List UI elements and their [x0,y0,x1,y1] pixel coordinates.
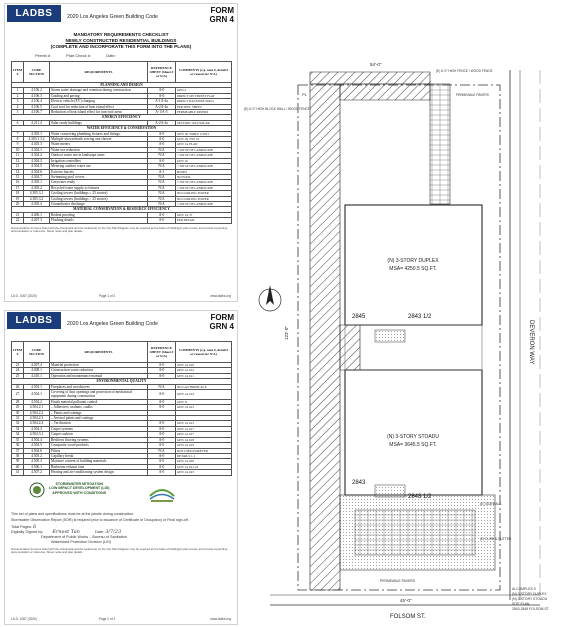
comment: PERMEABLE PAVERS [176,110,232,115]
item-number: 28 [12,399,24,404]
code-section: 4.304.2 [24,153,50,158]
footnote: Documentation for items listed with the checkmark and the location(s) on the City Plan Diagram may be required as the basis of building(s) plan review, and provide supporting documentation or reference. Sheet notes and plan details. [11,225,228,233]
mid-wall [340,325,360,370]
sor-statement: Stormwater Observation Report (SOR) is required prior to issuance of Certificate of Occupancy or Final sign-off. [11,518,189,523]
requirement: Operation and maintenance manual [50,373,148,378]
code-section: 4.211.4 [24,120,50,125]
code-section: 4.504.2.1 [24,405,50,410]
requirement: Rodent proofing [50,212,148,217]
requirement: Resilient flooring systems [50,437,148,442]
stamp-text: STORMWATER MITIGATION LOW IMPACT DEVELOPMENT (LID) APPROVED WITH CONDITIONS [49,481,110,495]
requirement: Carpet cushion [50,432,148,437]
street-name-right: DEVERON WAY [528,320,534,365]
requirement: Covering of duct openings and protection of mechanical equipment during construction [50,390,148,400]
form-number: FORM GRN 4 [209,6,234,24]
reference-sheet: N/A [148,147,176,152]
code-section: 4.106.4 [24,99,50,104]
left-wall [310,84,340,590]
item-number: 5 [12,110,24,115]
svg-text:ALCOMPLEX II: ALCOMPLEX II [512,587,536,591]
section-title: WATER EFFICIENCY & CONSERVATION [12,126,232,131]
code-section: 4.505.3 [24,459,50,464]
item-number: 17 [12,185,24,190]
code-section: 4.504.2.2 [24,410,50,415]
reference-sheet: A-2A-4a [148,104,176,109]
requirements-table [11,61,232,224]
code-section: 4.106.5 [24,104,50,109]
requirement: Cooling towers (buildings ≤ 25 stories) [50,191,148,196]
reference-sheet: A-0 [148,212,176,217]
driveway-label: PERMEABLE PAVERS [380,579,415,583]
code-section: 4.305.1 [24,180,50,185]
requirement: Water meters [50,142,148,147]
entry-pad-top [375,330,405,342]
address-2845: 2845 [352,314,366,320]
code-section: 4.304.5 [24,164,50,169]
reference-sheet: A-0 [148,437,176,442]
footnote: Documentation for items listed with the checkmark and the location(s) on the City Plan Diagram may be required as the basis of building(s) plan review, and provide supporting documentation or reference. Sheet notes and plan details. [11,546,228,555]
item-number: 10 [12,147,24,152]
code-section: 4.410.1 [24,373,50,378]
code-section: 4.106.3 [24,93,50,98]
comment: DETAILS 1-1 [176,453,232,458]
item-number: 20 [12,201,24,206]
code-section: 4.504.2 [24,399,50,404]
signed-by: Digitally Signed by: Ernest Tan Date: 3/7/23 [11,528,122,535]
fence-label-top: (E) 6'-0" HIGH FENCE / WOOD FENCE [436,69,493,73]
comment: GEN 18, TYP 19 [176,137,232,142]
reference-sheet: N/A [148,448,176,453]
code-section: 4.505.2 [24,453,50,458]
requirement: Finish material pollutant control [50,399,148,404]
code-section: 4.504.1 [24,390,50,400]
comment: NO POOL [176,174,232,179]
col-requirements: REQUIREMENTS [50,342,148,363]
requirement: Composite wood products [50,443,148,448]
duplex-label: (N) 3-STORY DUPLEX [387,258,439,264]
stoadu-building [345,370,482,495]
requirement: – Aerosol paints and coatings [50,416,148,421]
street-name-bottom: FOLSOM ST. [390,614,426,620]
code-section: 4.506.1 [24,464,50,469]
item-number: 33 [12,426,24,431]
reference-sheet: N/A [148,180,176,185]
comment: GEN 14, #19 [176,443,232,448]
item-number: 14 [12,169,24,174]
fence-label-left: (E) 6'-0" HIGH BLOCK WALL / WOOD FENCE [244,107,310,111]
item-number: 24 [12,368,24,373]
page-header [5,311,237,337]
svg-text:2843-2845 FOLSOM ST.: 2843-2845 FOLSOM ST. [512,607,550,611]
code-section: 4.304.3 [24,158,50,163]
title-block [512,587,549,611]
code-section: 4.406.1 [24,212,50,217]
requirement: Carpet systems [50,426,148,431]
reference-sheet: N/A [148,153,176,158]
requirement: Groundwater discharge [50,201,148,206]
item-number: 38 [12,453,24,458]
comment: PER SPEC SHEET [176,104,232,109]
reference-sheet: A-0 [148,432,176,437]
checklist-page-1 [4,3,238,302]
comment: SECTION 104.6 SOLAR [176,120,232,125]
requirement: Fireplaces and woodstoves [50,384,148,389]
reference-sheet: N/A [148,196,176,201]
section-title: ENERGY EFFICIENCY [12,115,232,120]
comment: GEN 14, #16 [176,363,232,368]
item-number: 35 [12,437,24,442]
comment: GEN 14, #14 [176,390,232,400]
reference-sheet: A-0 [148,459,176,464]
requirement: – Verification [50,421,148,426]
dim-left: 123'-0" [284,326,289,340]
col-code: CODE SECTION [24,62,50,83]
code-section: 4.305.2 [24,185,50,190]
reference-sheet: A-0 [148,368,176,373]
item-number: 1 [12,88,24,93]
comment: GEN 14, #17 [176,426,232,431]
section-title: PLANNING AND DESIGN [12,83,232,88]
comment: GEN 16 [176,158,232,163]
requirement: Water conserving plumbing fixtures and fittings [50,131,148,136]
comment: < 500 SF OF LANDSCAPE [176,147,232,152]
item-number: 9 [12,142,24,147]
item-number: 23 [12,363,24,368]
top-wall [310,72,430,84]
reference-sheet: A-0 [148,93,176,98]
item-number: 40 [12,464,24,469]
comment: GEN 18, TABLE 4.303.1 [176,131,232,136]
requirement: Greywater ready [50,180,148,185]
requirement: Storm water drainage and retention during construction [50,88,148,93]
code-section: 4.305.4 [24,201,50,206]
comment: GEN 14, #23 [176,470,232,475]
code-section: 4.303.1 [24,131,50,136]
code-section: 4.106.7 [24,110,50,115]
item-number: 31 [12,416,24,421]
reference-sheet: A-0 [148,443,176,448]
reference-sheet: A-1/A-5 [148,110,176,115]
comment: GEN 14, #17 [176,432,232,437]
item-number: 13 [12,164,24,169]
address-2843-half-bottom: 2843 1/2 [408,494,432,500]
comment: DIRECT ON STREET FLAT [176,93,232,98]
stamp-note: This set of plans and specifications must be at the jobsite during construction. [11,511,135,516]
pl-label: PL [302,92,307,97]
comment: NOT USED FOREVER [176,448,232,453]
item-number: 6 [12,120,24,125]
form-number: FORM GRN 4 [209,313,234,331]
duplex-area: MSA= 4250.5 SQ.FT. [389,266,437,272]
requirement: Capillary break [50,453,148,458]
code-section: 4.507.2 [24,470,50,475]
col-code: CODE SECTION [24,342,50,363]
total-pages: Total Pages: 6 [11,523,37,530]
ladbs-logo: LADBS [7,5,61,22]
code-section: 4.303.1.3.2 [24,137,50,142]
col-item: ITEM # [12,342,24,363]
item-number: 29 [12,405,24,410]
section-title: MATERIAL CONSERVATION & RESOURCE EFFICIENCY [12,207,232,212]
reference-sheet: N/A [148,164,176,169]
paver-area [355,510,475,555]
reference-sheet: A-0 [148,426,176,431]
ladbs-logo: LADBS [7,312,61,329]
reference-sheet: A-0 [148,363,176,368]
reference-sheet: A-1A-4a [148,99,176,104]
stoadu-area: MSA= 3645.5 SQ.FT. [389,442,437,448]
requirements-table [11,341,232,476]
reference-sheet: A-0 [148,137,176,142]
reference-sheet: A-0 [148,421,176,426]
permit-info [35,53,237,58]
reference-sheet: A-0 [148,373,176,378]
reference-sheet: N/A [148,191,176,196]
comment: GEN 14, #15 [176,405,232,410]
requirement: Recycled water supply to fixtures [50,185,148,190]
code-section: 4.303.3 [24,142,50,147]
col-reference: REFERENCE SHEET (Sheet # or N/A) [148,62,176,83]
site-plan-drawing [240,0,571,627]
item-number: 30 [12,410,24,415]
code-section: 4.305.3.1 [24,191,50,196]
reference-sheet: A-0 [148,399,176,404]
page-footer: LA D. 1067 (2020) Page 1 of 2 www.ladbs.org [11,294,231,298]
item-number: 7 [12,131,24,136]
requirement: Solar ready buildings [50,120,148,125]
code-section: 4.504.2.3 [24,416,50,421]
col-comments: COMMENTS (e.g. note #, detail # or reason for N/A) [176,342,232,363]
item-number: 36 [12,443,24,448]
comment: < 500 SF OF LANDSCAPE [176,164,232,169]
comment: GEN 2 [176,88,232,93]
requirement: Filters [50,448,148,453]
code-section: 4.503.1 [24,384,50,389]
requirement: Flashing details [50,218,148,223]
code-section: 4.504.3.1 [24,432,50,437]
requirement: Cool roof for reduction of heat island effect [50,104,148,109]
reference-sheet: A-0 [148,453,176,458]
pavers-label-top: PERMEABLE PAVERS [456,93,489,97]
item-number: 37 [12,448,24,453]
requirement: Heating and air-conditioning system design [50,470,148,475]
code-section: 4.304.7 [24,174,50,179]
code-section: 4.504.3 [24,426,50,431]
checklist-title: MANDATORY REQUIREMENTS CHECKLIST NEWLY CONSTRUCTED RESIDENTIAL BUILDINGS (COMPLETE AND INCORPORATE THIS FORM INTO THE PLANS) [50,32,192,49]
reference-sheet: A-2A-4a [148,120,176,125]
duplex-building [345,205,482,325]
reference-sheet: A-0 [148,158,176,163]
requirement: Multiple showerheads serving one shower [50,137,148,142]
lid-approval-stamp [5,480,237,510]
item-number: 39 [12,459,24,464]
requirement: – Paints and coatings [50,410,148,415]
reference-sheet: A-0 [148,464,176,469]
code-section: 4.504.4 [24,437,50,442]
reference-sheet: A-0 [148,405,176,410]
comment: GEN 14, #15 [176,421,232,426]
requirement: Reduction of heat island effect for non-roof areas [50,110,148,115]
requirement: Construction waste reduction [50,368,148,373]
item-number: 26 [12,384,24,389]
item-number: 16 [12,180,24,185]
item-number: 41 [12,470,24,475]
code-section: 4.304.1 [24,147,50,152]
reference-sheet: A-0 [148,88,176,93]
item-number: 11 [12,153,24,158]
requirement: Bathroom exhaust fans [50,464,148,469]
comment: < 500 SF OF LANDSCAPE [176,185,232,190]
comment: DIRECT RACEWAY/WALL [176,99,232,104]
item-number: 8 [12,137,24,142]
item-number: 27 [12,390,24,400]
comment: < 500 SF OF LANDSCAPE [176,153,232,158]
page-header [5,4,237,30]
svg-text:SITE PLAN: SITE PLAN [512,602,530,606]
date-label: Date: [106,53,116,58]
reference-sheet: N/A [148,185,176,190]
code-section: 4.504.6 [24,448,50,453]
reference-sheet: N/A [148,174,176,179]
curb-label: (E) CURB & GUTTER [480,537,512,541]
requirement: Exterior faucets [50,169,148,174]
code-section: 4.408.1 [24,368,50,373]
requirement: Grading and paving [50,93,148,98]
item-number: 12 [12,158,24,163]
code-section: 4.407.3 [24,218,50,223]
lid-seal-icon [29,482,45,498]
stoadu-label: (N) 3-STORY STOADU [387,434,439,440]
requirement: Cooling towers (buildings > 25 stories) [50,196,148,201]
requirement: Electric vehicle (EV) charging [50,99,148,104]
reference-sheet: A-0 [148,390,176,400]
north-arrow-icon [259,285,281,311]
comment: HOSES [176,169,232,174]
item-number: 19 [12,196,24,201]
item-number: 18 [12,191,24,196]
comment: GEN 14, 37 [176,212,232,217]
col-item: ITEM # [12,62,24,83]
reference-sheet: A-0 [148,218,176,223]
code-section: 4.504.2.4 [24,421,50,426]
comment: GEN 14, PLAN [176,142,232,147]
code-title: 2020 Los Angeles Green Building Code [67,14,158,20]
dim-bottom: 45'-0" [400,598,412,603]
sidewalk-label: (E) SIDEWALK [480,502,502,506]
code-section: 4.407.4 [24,363,50,368]
comment: GEN 14, #12 [176,368,232,373]
requirement: Material protection [50,363,148,368]
requirement: – Adhesives, sealants, caulks [50,405,148,410]
svg-text:(N) 3-STORY DUPLEX: (N) 3-STORY DUPLEX [512,592,547,596]
requirement: Metering outdoor water use [50,164,148,169]
requirement: Moisture content of building materials [50,459,148,464]
item-number: 34 [12,432,24,437]
comment: NO GAS FIREPLACE [176,384,232,389]
col-requirements: REQUIREMENTS [50,62,148,83]
section-title: ENVIRONMENTAL QUALITY [12,379,232,384]
plan-check-label: Plan Check #: [66,53,92,58]
item-number: 32 [12,421,24,426]
comment: GEN 14, #11 [176,373,232,378]
comment: NO COOLING TOWER [176,191,232,196]
comment: GEN 14, #21-22 [176,464,232,469]
comment: GEN 11 [176,399,232,404]
item-number: 2 [12,93,24,98]
item-number: 3 [12,99,24,104]
comment: < 500 SF OF LANDSCAPE [176,201,232,206]
sanitation-logo-icon [147,482,177,504]
table-row [12,470,232,475]
code-section: 4.305.3.2 [24,196,50,201]
reference-sheet: A-1 [148,169,176,174]
code-section: 4.504.5 [24,443,50,448]
reference-sheet: A-0 [148,142,176,147]
comment: NO COOLING TOWER [176,196,232,201]
reference-sheet: N/A [148,384,176,389]
comment: PER DETAIL [176,218,232,223]
paver-strip [430,84,450,204]
address-2843-half-top: 2843 1/2 [408,314,432,320]
table-row [12,218,232,223]
requirement: Swimming pool covers [50,174,148,179]
item-number: 25 [12,373,24,378]
requirement: Irrigation controllers [50,158,148,163]
comment: < 500 SF OF LANDSCAPE [176,180,232,185]
item-number: 21 [12,212,24,217]
comment: GEN 14, #20 [176,459,232,464]
requirement: Water use reduction [50,147,148,152]
item-number: 4 [12,104,24,109]
checklist-page-2 [4,310,238,625]
item-number: 22 [12,218,24,223]
reference-sheet: A-0 [148,131,176,136]
comment: GEN 14, #18 [176,437,232,442]
permit-label: Permit #: [35,53,52,58]
breezeway [345,325,482,370]
address-2843: 2843 [352,480,366,486]
code-section: 4.304.6 [24,169,50,174]
item-number: 15 [12,174,24,179]
signature-block: Total Pages: 6 Digitally Signed by: Ernest Tan Date: 3/7/23 Department of Public Works – Bureau of Sanitation Watershed Protection Division (LID) [11,525,231,545]
signer-name: Ernest Tan [52,528,80,535]
dim-top: 54'-0" [370,62,382,67]
reference-sheet: A-0 [148,470,176,475]
col-comments: COMMENTS (e.g. note #, detail # or reason for N/A) [176,62,232,83]
svg-text:(N) 3-STORY STOADU: (N) 3-STORY STOADU [512,597,548,601]
top-court [340,84,430,100]
col-reference: REFERENCE SHEET (Sheet # or N/A) [148,342,176,363]
table-row [12,390,232,400]
code-section: 4.106.2 [24,88,50,93]
requirement: Outdoor water use in landscape areas [50,153,148,158]
page-footer: LA D. 1067 (2020) Page 2 of 2 www.ladbs.org [11,617,231,621]
signed-date: 3/7/23 [105,528,122,535]
code-title: 2020 Los Angeles Green Building Code [67,321,158,327]
reference-sheet: N/A [148,201,176,206]
